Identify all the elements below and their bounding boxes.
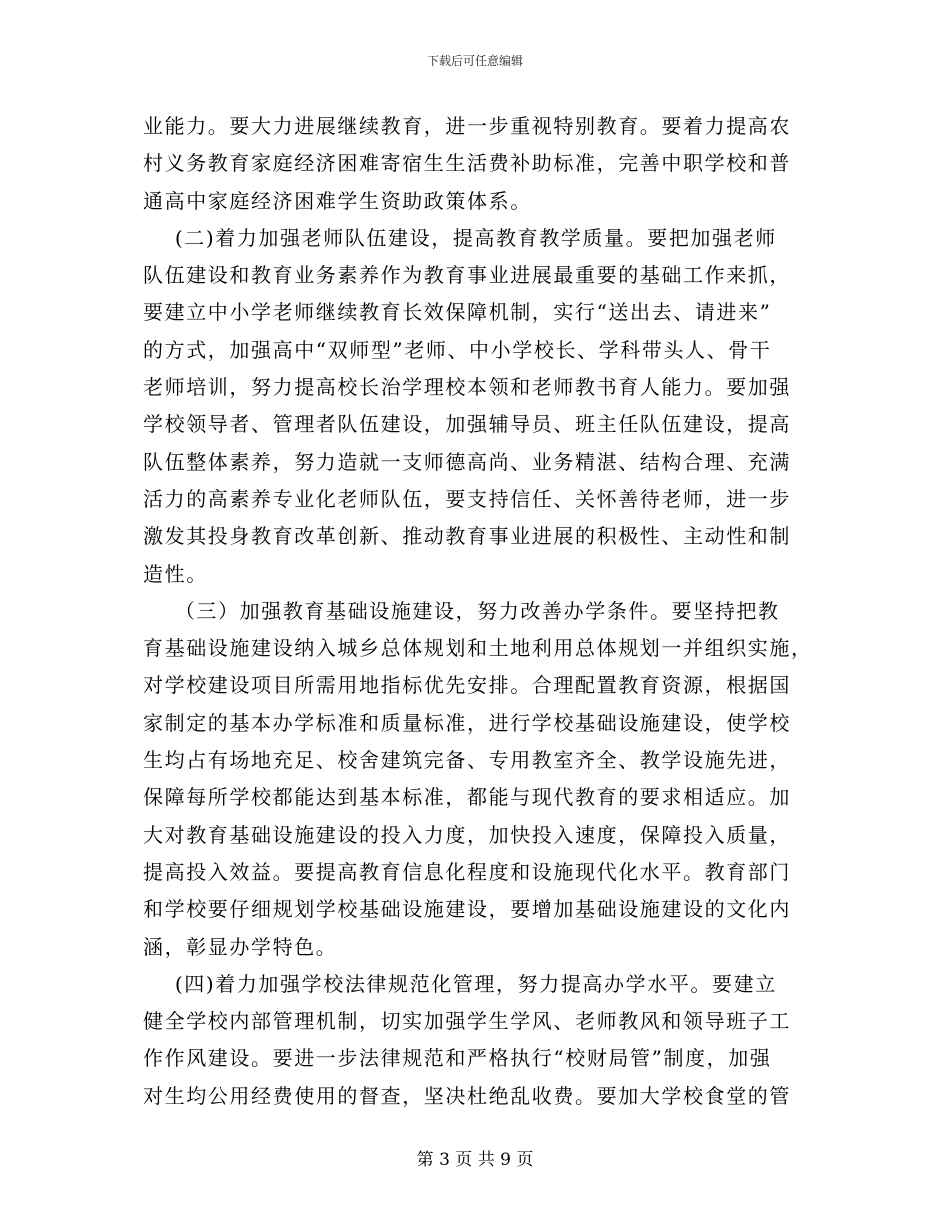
body-line: 育基础设施建设纳入城乡总体规划和土地利用总体规划一并组织实施， [143,636,813,661]
body-line: 大对教育基础设施建设的投入力度，加快投入速度，保障投入质量， [143,822,791,847]
body-line: 学校领导者、管理者队伍建设，加强辅导员、班主任队伍建设，提高 [143,412,791,437]
document-body [143,108,823,1115]
body-line: (二)着力加强老师队伍建设，提高教育教学质量。要把加强老师 [143,225,777,250]
body-line: 的方式，加强高中“双师型”老师、中小学校长、学科带头人、骨干 [143,337,772,362]
body-line: 对生均公用经费使用的督查，坚决杜绝乱收费。要加大学校食堂的管 [143,1083,791,1108]
body-line: 提高投入效益。要提高教育信息化程度和设施现代化水平。教育部门 [143,859,791,884]
body-line: 生均占有场地充足、校舍建筑完备、专用教室齐全、教学设施先进， [143,748,791,773]
body-line: 通高中家庭经济困难学生资助政策体系。 [143,188,532,213]
body-line: 和学校要仔细规划学校基础设施建设，要增加基础设施建设的文化内 [143,897,791,922]
body-line: 保障每所学校都能达到基本标准，都能与现代教育的要求相适应。加 [143,785,791,810]
page-number-footer: 第 3 页 共 9 页 [416,1150,534,1170]
body-line: (四)着力加强学校法律规范化管理，努力提高办学水平。要建立 [143,971,777,996]
body-line: 造性。 [143,561,208,586]
body-line: 老师培训，努力提高校长治学理校本领和老师教书育人能力。要加强 [143,375,791,400]
page-header: 下载后可任意编辑 [426,54,523,68]
body-line: 队伍整体素养，努力造就一支师德高尚、业务精湛、结构合理、充满 [143,449,791,474]
body-line: 作作风建设。要进一步法律规范和严格执行“校财局管”制度，加强 [143,1046,772,1071]
body-line: 业能力。要大力进展继续教育，进一步重视特别教育。要着力提高农 [143,114,791,138]
body-line: （三）加强教育基础设施建设，努力改善办学条件。要坚持把教 [143,598,780,623]
body-line: 激发其投身教育改革创新、推动教育事业进展的积极性、主动性和制 [143,524,791,549]
body-line: 家制定的基本办学标准和质量标准，进行学校基础设施建设，使学校 [143,710,791,735]
body-line: 要建立中小学老师继续教育长效保障机制，实行“送出去、请进来” [143,300,772,325]
body-line: 村义务教育家庭经济困难寄宿生生活费补助标准，完善中职学校和普 [143,151,791,176]
body-line: 队伍建设和教育业务素养作为教育事业进展最重要的基础工作来抓， [143,263,791,288]
body-line: 涵，彰显办学特色。 [143,934,338,959]
body-line: 对学校建设项目所需用地指标优先安排。合理配置教育资源，根据国 [143,673,791,698]
body-line: 活力的高素养专业化老师队伍，要支持信任、关怀善待老师，进一步 [143,486,791,511]
body-line: 健全学校内部管理机制，切实加强学生学风、老师教风和领导班子工 [143,1009,791,1034]
